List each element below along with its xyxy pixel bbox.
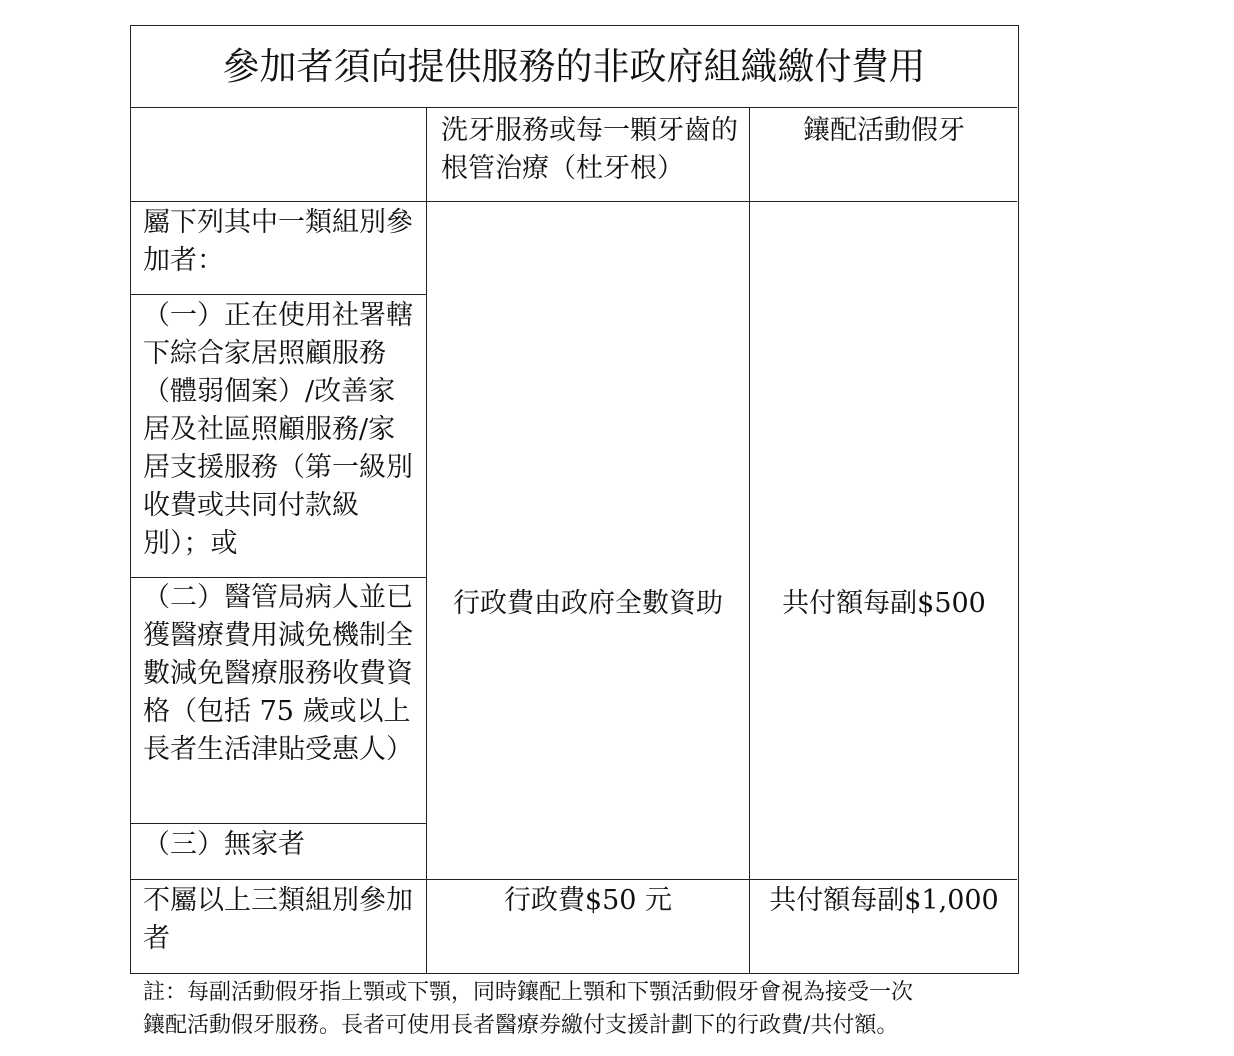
table-title: 參加者須向提供服務的非政府組織繳付費用 [222, 44, 926, 88]
divider [749, 107, 750, 973]
fee-table [130, 25, 1019, 974]
other-fee-denture: 共付額每副$1,000 [769, 885, 999, 916]
divider [131, 577, 427, 578]
group-intro: 屬下列其中一類組別參加者： [143, 207, 413, 276]
footnote-line-1: 註：每副活動假牙指上顎或下顎，同時鑲配上顎和下顎活動假牙會視為接受一次 [143, 980, 914, 1005]
divider [131, 879, 1017, 880]
footnote [143, 976, 1013, 1042]
group-1: （一）正在使用社署轄下綜合家居照顧服務（體弱個案）/改善家居及社區照顧服務/家居支援服務（第一級別收費或共同付款級別）；或 [143, 300, 413, 559]
header-denture: 鑲配活動假牙 [803, 115, 965, 146]
header-cleaning: 洗牙服務或每一顆牙齒的根管治療（杜牙根） [441, 115, 738, 184]
other-fee-cleaning: 行政費$50 元 [503, 885, 673, 916]
group-2: （二）醫管局病人並已獲醫療費用減免機制全數減免醫療服務收費資格（包括 75 歲或以上長者生活津貼受惠人） [143, 582, 413, 765]
other-label: 不屬以上三類組別參加者 [143, 885, 413, 954]
divider [131, 201, 1017, 202]
divider [131, 823, 427, 824]
group-3: （三）無家者 [143, 829, 305, 860]
divider [131, 107, 1017, 108]
group-fee-cleaning: 行政費由政府全數資助 [453, 588, 723, 619]
footnote-line-2: 鑲配活動假牙服務。長者可使用長者醫療券繳付支援計劃下的行政費/共付額。 [143, 1013, 899, 1038]
divider [131, 294, 427, 295]
divider [426, 107, 427, 973]
group-fee-denture: 共付額每副$500 [782, 588, 986, 619]
